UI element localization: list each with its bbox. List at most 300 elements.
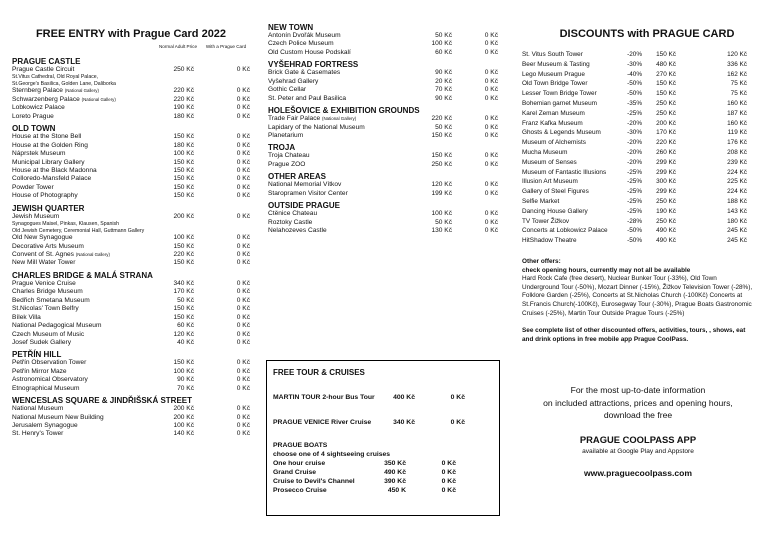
attraction-name-cell [12, 150, 154, 158]
discounted-price: 75 Kč [730, 80, 747, 88]
section-header: HOLEŠOVICE & EXHIBITION GROUNDS [268, 106, 420, 116]
discount-percent: -30% [627, 129, 642, 137]
discount-row [522, 50, 754, 60]
discount-row [522, 236, 754, 246]
attraction-row [12, 405, 250, 413]
attraction-note: St.Vitus Cathedral, Old Royal Palace, [12, 74, 99, 81]
normal-price: 130 Kč [431, 227, 452, 234]
discount-percent: -20% [627, 51, 642, 58]
discount-row [522, 217, 754, 227]
card-price: 0 Kč [236, 234, 250, 242]
normal-price: 250 Kč [431, 160, 452, 168]
attraction-name-cell [12, 359, 154, 367]
card-price: 0 Kč [484, 86, 498, 94]
attraction-name: Jerusalem Synagogue [12, 422, 78, 429]
discount-name: Museum of Alchemists [522, 139, 586, 147]
attraction-name-cell [12, 184, 154, 192]
discount-name: Illusion Art Museum [522, 178, 578, 186]
original-price: 480 Kč [656, 60, 676, 68]
attraction-name: Troja Chateau [268, 152, 310, 160]
section-header: OTHER AREAS [268, 172, 326, 182]
original-price: 250 Kč [656, 217, 676, 225]
original-price: 190 Kč [656, 207, 676, 215]
discounted-price: 336 Kč [727, 60, 747, 68]
attraction-name-cell [12, 66, 154, 74]
card-price: 0 Kč [236, 367, 250, 375]
discount-percent: -25% [627, 197, 642, 205]
attraction-name-cell [268, 190, 402, 198]
attraction-name-cell [12, 331, 154, 339]
martin-tour-row: MARTIN TOUR 2-hour Bus Tour 400 Kč 0 Kč [273, 394, 465, 401]
normal-price: 20 Kč [435, 77, 452, 85]
discount-percent: -20% [627, 158, 642, 166]
attraction-row [12, 150, 250, 158]
discounts-table [522, 50, 754, 246]
attraction-name: Colloredo-Mansfeld Palace [12, 175, 92, 183]
attraction-name-cell [268, 161, 402, 169]
attraction-name: Astronomical Observatory [12, 376, 88, 384]
normal-price: 90 Kč [177, 376, 194, 384]
discounts-title: DISCOUNTS with PRAGUE CARD [559, 28, 735, 40]
free-entry-sections [12, 57, 250, 439]
attraction-name-cell [12, 87, 154, 95]
card-price: 0 Kč [236, 313, 250, 321]
normal-price: 50 Kč [435, 123, 452, 131]
attraction-row [268, 190, 498, 198]
card-price: 0 Kč [236, 192, 250, 200]
card-price: 0 Kč [484, 32, 498, 39]
normal-price: 100 Kč [431, 40, 452, 48]
attraction-row [12, 87, 250, 95]
normal-price: 150 Kč [173, 242, 194, 250]
discounts-column [522, 0, 754, 478]
attraction-name-cell [12, 414, 154, 422]
discount-percent: -50% [627, 90, 642, 98]
normal-price: 220 Kč [173, 87, 194, 95]
card-price: 0 Kč [484, 210, 498, 218]
attraction-row [12, 376, 250, 384]
cruise-price: 390 Kč [384, 478, 406, 485]
card-price: 0 Kč [236, 158, 250, 166]
normal-price: 90 Kč [435, 94, 452, 102]
discount-percent: -20% [627, 148, 642, 156]
discount-percent: -20% [627, 139, 642, 147]
card-price: 0 Kč [236, 330, 250, 338]
attraction-row [12, 175, 250, 183]
discount-row [522, 168, 754, 178]
attraction-name: Roztoky Castle [268, 218, 313, 226]
original-price: 270 Kč [656, 70, 676, 78]
card-price: 0 Kč [236, 166, 250, 174]
attraction-name: Jewish Museum [12, 212, 60, 220]
attraction-name: Czech Museum of Music [12, 330, 85, 338]
original-price: 299 Kč [656, 188, 676, 196]
boat-cruise-row [273, 459, 493, 468]
attraction-row [12, 385, 250, 393]
attraction-subnote: (National Gallery) [81, 96, 116, 102]
discount-row [522, 70, 754, 80]
discount-name: Beer Museum & Tasting [522, 60, 590, 68]
discounted-price: 119 Kč [727, 129, 747, 137]
attraction-name-cell [268, 32, 402, 40]
normal-price: 190 Kč [173, 104, 194, 112]
discount-name: Mucha Museum [522, 148, 568, 156]
normal-price: 220 Kč [173, 95, 194, 103]
attraction-name: Old New Synagogue [12, 234, 73, 242]
normal-price: 220 Kč [431, 115, 452, 123]
card-price: 0 Kč [484, 123, 498, 131]
discount-name: Gallery of Steel Figures [522, 188, 589, 196]
discount-row [522, 60, 754, 70]
attraction-row [268, 210, 498, 218]
info-block [522, 384, 754, 422]
attraction-row [12, 243, 250, 251]
attraction-row [12, 234, 250, 242]
normal-price: 150 Kč [173, 175, 194, 183]
attraction-name-cell [268, 78, 402, 86]
attraction-name: Municipal Library Gallery [12, 158, 85, 166]
attraction-name-cell [268, 152, 402, 160]
attraction-name-cell [12, 405, 154, 413]
original-price: 250 Kč [656, 99, 676, 107]
discount-name: Ghosts & Legends Museum [522, 129, 601, 137]
card-price: 0 Kč [236, 359, 250, 367]
card-price-header: With a Prague Card [205, 44, 247, 49]
attraction-row [268, 49, 498, 57]
free-entry-column [12, 0, 250, 439]
attraction-name: Petřín Observation Tower [12, 359, 87, 367]
discount-percent: -25% [627, 109, 642, 117]
free-tour-cruises-box [266, 360, 500, 516]
card-price: 0 Kč [236, 430, 250, 438]
normal-price: 150 Kč [173, 192, 194, 200]
boat-cruise-row [273, 477, 493, 486]
attraction-row [268, 181, 498, 189]
attraction-row [268, 124, 498, 132]
discount-row [522, 89, 754, 99]
attraction-name: Prague ZOO [268, 160, 306, 168]
discounted-price: 245 Kč [727, 227, 747, 235]
normal-price: 70 Kč [435, 86, 452, 94]
normal-price: 200 Kč [173, 413, 194, 421]
discount-name: Lesser Town Bridge Tower [522, 90, 597, 98]
attraction-name: Czech Police Museum [268, 40, 334, 48]
other-offers-text: Hard Rock Cafe (free desert), Nuclear Bunker Tour (-33%), Old Town Underground Tour (-50%), Mozart Dinner (-15%), Žižkov Television Tower (-28%), Folklore Garden (-25%), Concerts at St.Nicholas Church (-100Kč) Concerts at St.Francis Church(-100Kč), Eurosegway Tour (-30%), Prague Boats Gastronomic Cruises (-25%), Martin Tour Outside Prague Tours (-25%) [522, 275, 753, 317]
normal-price: 150 Kč [173, 359, 194, 367]
normal-price: 50 Kč [177, 296, 194, 304]
section-header: PETŘÍN HILL [12, 350, 62, 360]
attraction-name: Antonín Dvořák Museum [268, 32, 341, 39]
attraction-name-cell [12, 376, 154, 384]
card-price: 0 Kč [236, 87, 250, 95]
discount-percent: -35% [627, 99, 642, 107]
cruise-name: One hour cruise [273, 460, 326, 467]
attraction-row [12, 305, 250, 313]
card-price: 0 Kč [236, 150, 250, 158]
normal-price: 50 Kč [435, 218, 452, 226]
attraction-name: Gothic Cellar [268, 86, 307, 94]
attraction-name-cell [12, 192, 154, 200]
card-price: 0 Kč [236, 259, 250, 267]
card-price: 0 Kč [236, 296, 250, 304]
card-price: 0 Kč [484, 40, 498, 48]
info-line-2: on included attractions, prices and opening hours, [543, 397, 733, 408]
discounted-price: 120 Kč [727, 51, 747, 58]
attraction-row [12, 159, 250, 167]
card-price: 0 Kč [484, 152, 498, 160]
discounted-price: 143 Kč [727, 207, 747, 215]
attraction-row [12, 213, 250, 221]
discounted-price: 180 Kč [727, 217, 747, 225]
attraction-name-cell [268, 181, 402, 189]
attraction-row [268, 95, 498, 103]
attraction-name-cell [12, 213, 154, 221]
attraction-row [12, 297, 250, 305]
discount-name: Concerts at Lobkowicz Palace [522, 227, 608, 235]
discounted-price: 75 Kč [730, 90, 747, 98]
attraction-name: Etnographical Museum [12, 384, 80, 392]
attraction-row [268, 152, 498, 160]
normal-price: 60 Kč [435, 48, 452, 56]
attraction-name: Nelahozeves Castle [268, 227, 327, 234]
card-price: 0 Kč [236, 338, 250, 346]
normal-price: 150 Kč [173, 166, 194, 174]
attraction-name-cell [12, 251, 154, 259]
card-price: 0 Kč [236, 183, 250, 191]
cruise-price: 450 K [387, 487, 406, 494]
discounted-price: 245 Kč [727, 237, 747, 245]
discount-name: Franz Kafka Museum [522, 119, 583, 127]
attraction-name-cell [12, 113, 154, 121]
card-price: 0 Kč [484, 69, 498, 77]
info-line-3: download the free [603, 410, 673, 421]
original-price: 260 Kč [656, 148, 676, 156]
attraction-name: Prague Castle Circuit [12, 66, 75, 73]
normal-price: 150 Kč [173, 313, 194, 321]
card-price: 0 Kč [236, 104, 250, 112]
free-entry-sections-2 [268, 23, 498, 235]
attraction-row [12, 184, 250, 192]
cruise-price: 350 Kč [384, 460, 406, 467]
card-price: 0 Kč [484, 160, 498, 168]
original-price: 490 Kč [656, 237, 676, 245]
discount-name: St. Vitus South Tower [522, 51, 583, 58]
discounted-price: 224 Kč [727, 168, 747, 176]
normal-price: 180 Kč [173, 141, 194, 149]
original-price: 200 Kč [656, 119, 676, 127]
prague-boats-list [273, 459, 493, 495]
normal-price: 120 Kč [173, 330, 194, 338]
attraction-subnote: (National Gallery) [64, 88, 99, 94]
attraction-row [12, 259, 250, 267]
attraction-name: Sternberg Palace [12, 87, 63, 95]
attraction-note: Synagogues Maisel, Pinkas, Klausen, Spanish [12, 221, 119, 228]
attraction-name-cell [12, 322, 154, 330]
discount-row [522, 119, 754, 129]
normal-price: 250 Kč [173, 66, 194, 73]
discount-row [522, 177, 754, 187]
attraction-name-cell [12, 104, 154, 112]
attraction-name-cell [12, 314, 154, 322]
card-price: 0 Kč [236, 133, 250, 141]
cruise-price: 490 Kč [384, 469, 406, 476]
attraction-row [12, 192, 250, 200]
attraction-name-cell [12, 243, 154, 251]
normal-price: 100 Kč [173, 150, 194, 158]
normal-price: 120 Kč [431, 181, 452, 189]
normal-price: 150 Kč [431, 152, 452, 160]
discount-row [522, 148, 754, 158]
free-entry-title: FREE ENTRY with Prague Card 2022 [35, 28, 227, 40]
section-header: OLD TOWN [12, 124, 56, 134]
discounted-price: 224 Kč [727, 188, 747, 196]
normal-price: 100 Kč [431, 210, 452, 218]
attraction-name: Bedřich Smetana Museum [12, 296, 90, 304]
card-price: 0 Kč [236, 384, 250, 392]
attraction-name: House at the Black Madonna [12, 166, 97, 174]
card-price: 0 Kč [236, 322, 250, 330]
boat-cruise-row [273, 468, 493, 477]
discount-percent: -50% [627, 227, 642, 235]
attraction-name-cell [12, 159, 154, 167]
section-header: WENCESLAS SQUARE & JINDŘIŠSKÁ STREET [12, 396, 193, 406]
card-price: 0 Kč [236, 422, 250, 429]
original-price: 300 Kč [656, 178, 676, 186]
discount-name: Lego Museum Prague [522, 70, 585, 78]
normal-price: 140 Kč [173, 430, 194, 438]
attraction-row [12, 280, 250, 288]
original-price: 150 Kč [656, 51, 676, 58]
attraction-name-cell [268, 86, 402, 94]
attraction-name: House at the Golden Ring [12, 141, 88, 149]
free-tour-title: FREE TOUR & CRUISES [273, 368, 365, 377]
discount-percent: -25% [627, 188, 642, 196]
other-offers [522, 258, 754, 318]
attraction-name: House of Photography [12, 192, 78, 200]
website-link[interactable]: www.praguecoolpass.com [583, 467, 693, 478]
attraction-name-cell [12, 96, 154, 104]
attraction-name: Petřín Mirror Maze [12, 367, 67, 375]
cruise-name: Prosecco Cruise [273, 487, 327, 494]
attraction-name-cell [268, 115, 402, 123]
discount-percent: -50% [627, 237, 642, 245]
attraction-name: Old Custom House Podskalí [268, 48, 351, 56]
attraction-name: National Memorial Vítkov [268, 181, 342, 189]
discount-percent: -28% [627, 217, 642, 225]
card-price: 0 Kč [484, 131, 498, 139]
original-price: 299 Kč [656, 158, 676, 166]
card-price: 0 Kč [236, 212, 250, 220]
normal-price: 90 Kč [435, 69, 452, 77]
attraction-name: Convent of St. Agnes [12, 251, 74, 258]
attraction-name: St. Henry's Tower [12, 430, 64, 438]
attraction-name-cell [268, 227, 402, 235]
attraction-row [12, 430, 250, 438]
section-header: PRAGUE CASTLE [12, 57, 81, 66]
section-header: TROJA [268, 143, 296, 153]
attraction-name-cell [12, 368, 154, 376]
attraction-name-cell [12, 175, 154, 183]
discounted-price: 176 Kč [727, 139, 747, 147]
discounted-price: 187 Kč [727, 109, 747, 117]
cruise-card-price: 0 Kč [441, 487, 456, 494]
discount-row [522, 207, 754, 217]
attraction-row [268, 32, 498, 40]
attraction-row [12, 104, 250, 112]
original-price: 170 Kč [656, 129, 676, 137]
section-header: CHARLES BRIDGE & MALÁ STRANA [12, 270, 153, 280]
discount-name: HitShadow Theatre [522, 237, 577, 245]
discount-name: TV Tower Žižkov [522, 217, 570, 225]
normal-price: 60 Kč [177, 322, 194, 330]
attraction-name-cell [12, 339, 154, 347]
card-price: 0 Kč [236, 242, 250, 250]
attraction-note: Old Jewish Cemetery, Ceremonial Hall, Guttmann Gallery [12, 227, 145, 234]
attraction-name-cell [12, 234, 154, 242]
attraction-row [12, 331, 250, 339]
attraction-name-cell [268, 49, 402, 57]
attraction-row [268, 40, 498, 48]
card-price: 0 Kč [236, 112, 250, 120]
attraction-row [268, 86, 498, 94]
attraction-name: Prague Venice Cruise [12, 279, 76, 287]
attraction-row [12, 113, 250, 121]
normal-price: 170 Kč [173, 288, 194, 296]
app-title: PRAGUE COOLPASS APP [579, 433, 697, 445]
attraction-name: House at the Stone Bell [12, 133, 82, 141]
card-price: 0 Kč [484, 94, 498, 102]
attraction-name: Powder Tower [12, 183, 54, 191]
discounted-price: 208 Kč [727, 148, 747, 156]
attraction-row [12, 167, 250, 175]
discount-row [522, 128, 754, 138]
original-price: 250 Kč [656, 109, 676, 117]
attraction-name: New Mill Water Tower [12, 259, 76, 267]
normal-price: 100 Kč [173, 367, 194, 375]
attraction-name: National Museum New Building [12, 413, 104, 421]
card-price: 0 Kč [236, 95, 250, 103]
attraction-name: Brick Gate & Casemates [268, 69, 341, 77]
attraction-row [12, 322, 250, 330]
card-price: 0 Kč [236, 66, 250, 73]
discount-percent: -50% [627, 80, 642, 88]
original-price: 250 Kč [656, 197, 676, 205]
discount-row [522, 79, 754, 89]
attraction-name: Loreto Prague [12, 112, 54, 120]
discount-percent: -40% [627, 70, 642, 78]
normal-price: 340 Kč [173, 279, 194, 287]
attraction-name-cell [12, 305, 154, 313]
attraction-name-cell [12, 167, 154, 175]
normal-price: 150 Kč [173, 259, 194, 267]
attraction-name: Lobkowicz Palace [12, 104, 65, 112]
normal-price: 150 Kč [173, 133, 194, 141]
section-header: VYŠEHRAD FORTRESS [268, 60, 359, 70]
original-price: 490 Kč [656, 227, 676, 235]
discount-name: Museum of Fantastic Illusions [522, 168, 607, 176]
normal-price: 150 Kč [431, 131, 452, 139]
attraction-name-cell [12, 259, 154, 267]
attraction-row [12, 251, 250, 259]
discounted-price: 225 Kč [727, 178, 747, 186]
prague-boats-title: PRAGUE BOATS [273, 442, 328, 449]
attraction-name-cell [12, 133, 154, 141]
normal-price: 150 Kč [173, 183, 194, 191]
normal-price: 100 Kč [173, 234, 194, 242]
cruise-card-price: 0 Kč [441, 460, 456, 467]
card-price: 0 Kč [484, 181, 498, 189]
attraction-row [268, 227, 498, 235]
